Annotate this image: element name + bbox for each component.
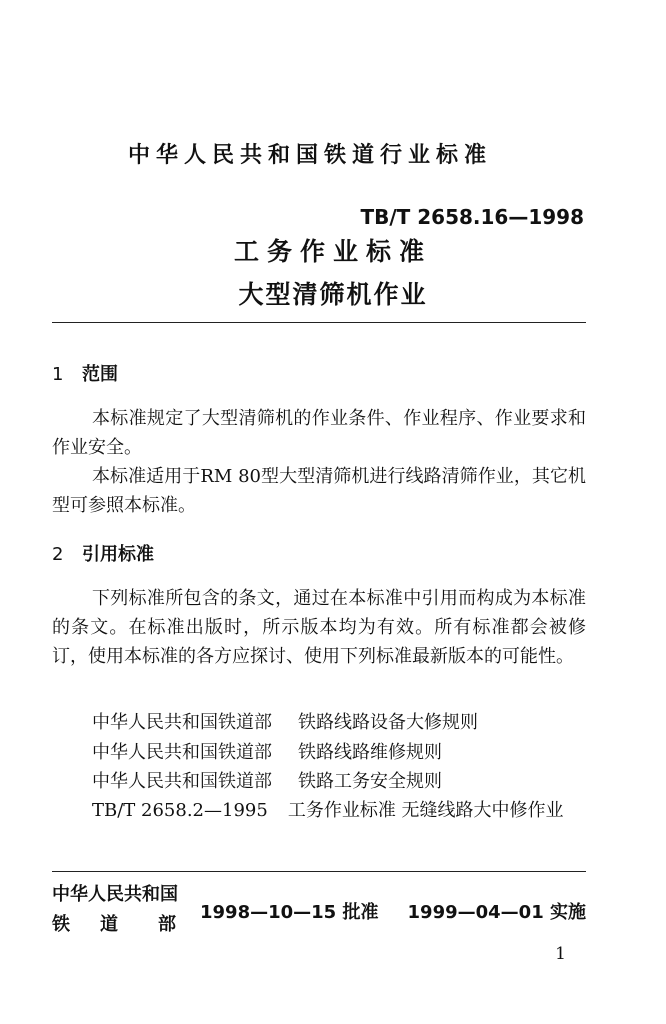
- document-title-line2: 大型清筛机作业: [238, 280, 428, 309]
- section-2-body: [52, 584, 586, 671]
- issuing-authority: [52, 880, 178, 940]
- footer-divider: [52, 871, 586, 872]
- reference-item: [92, 767, 442, 793]
- section-2-title: 引用标准: [82, 544, 154, 565]
- reference-issuer: TB/T 2658.2—1995: [92, 800, 268, 821]
- issuer-char: 部: [158, 914, 176, 935]
- issuer-line1: 中华人民共和国: [52, 884, 178, 905]
- issuer-line2: [52, 910, 178, 940]
- page-number: 1: [555, 944, 566, 964]
- section-1-heading: [52, 360, 118, 386]
- reference-issuer: 中华人民共和国铁道部: [92, 712, 272, 733]
- reference-title: 铁路线路维修规则: [298, 742, 442, 763]
- section-1-title: 范围: [82, 364, 118, 385]
- reference-title: 工务作业标准 无缝线路大中修作业: [287, 800, 564, 821]
- standard-number: TB/T 2658.16—1998: [360, 205, 584, 229]
- reference-item: [92, 738, 442, 764]
- reference-title: 铁路线路设备大修规则: [298, 712, 478, 733]
- section-1-body: [52, 404, 586, 520]
- paragraph: 本标准规定了大型清筛机的作业条件、作业程序、作业要求和作业安全。: [52, 408, 586, 458]
- reference-title: 铁路工务安全规则: [298, 771, 442, 792]
- issuer-char: 道: [100, 914, 118, 935]
- section-1-number: 1: [52, 364, 64, 385]
- approval-date: 1998—10—15 批准: [200, 902, 379, 923]
- reference-item: [92, 708, 478, 734]
- paragraph: 下列标准所包含的条文，通过在本标准中引用而构成为本标准的条文。在标准出版时，所示版本均为有效。所有标准都会被修订，使用本标准的各方应探讨、使用下列标准最新版本的可能性。: [52, 588, 586, 667]
- section-2-number: 2: [52, 544, 64, 565]
- org-title: 中华人民共和国铁道行业标准: [128, 143, 493, 168]
- implementation-date: 1999—04—01 实施: [407, 902, 586, 923]
- section-2-heading: [52, 540, 154, 566]
- issuer-char: 铁: [52, 914, 70, 935]
- paragraph: 本标准适用于RM 80型大型清筛机进行线路清筛作业，其它机型可参照本标准。: [52, 466, 586, 516]
- reference-issuer: 中华人民共和国铁道部: [92, 742, 272, 763]
- title-divider: [52, 322, 586, 323]
- reference-item: [52, 796, 586, 825]
- reference-issuer: 中华人民共和国铁道部: [92, 771, 272, 792]
- document-title-line1: 工务作业标准: [233, 237, 432, 266]
